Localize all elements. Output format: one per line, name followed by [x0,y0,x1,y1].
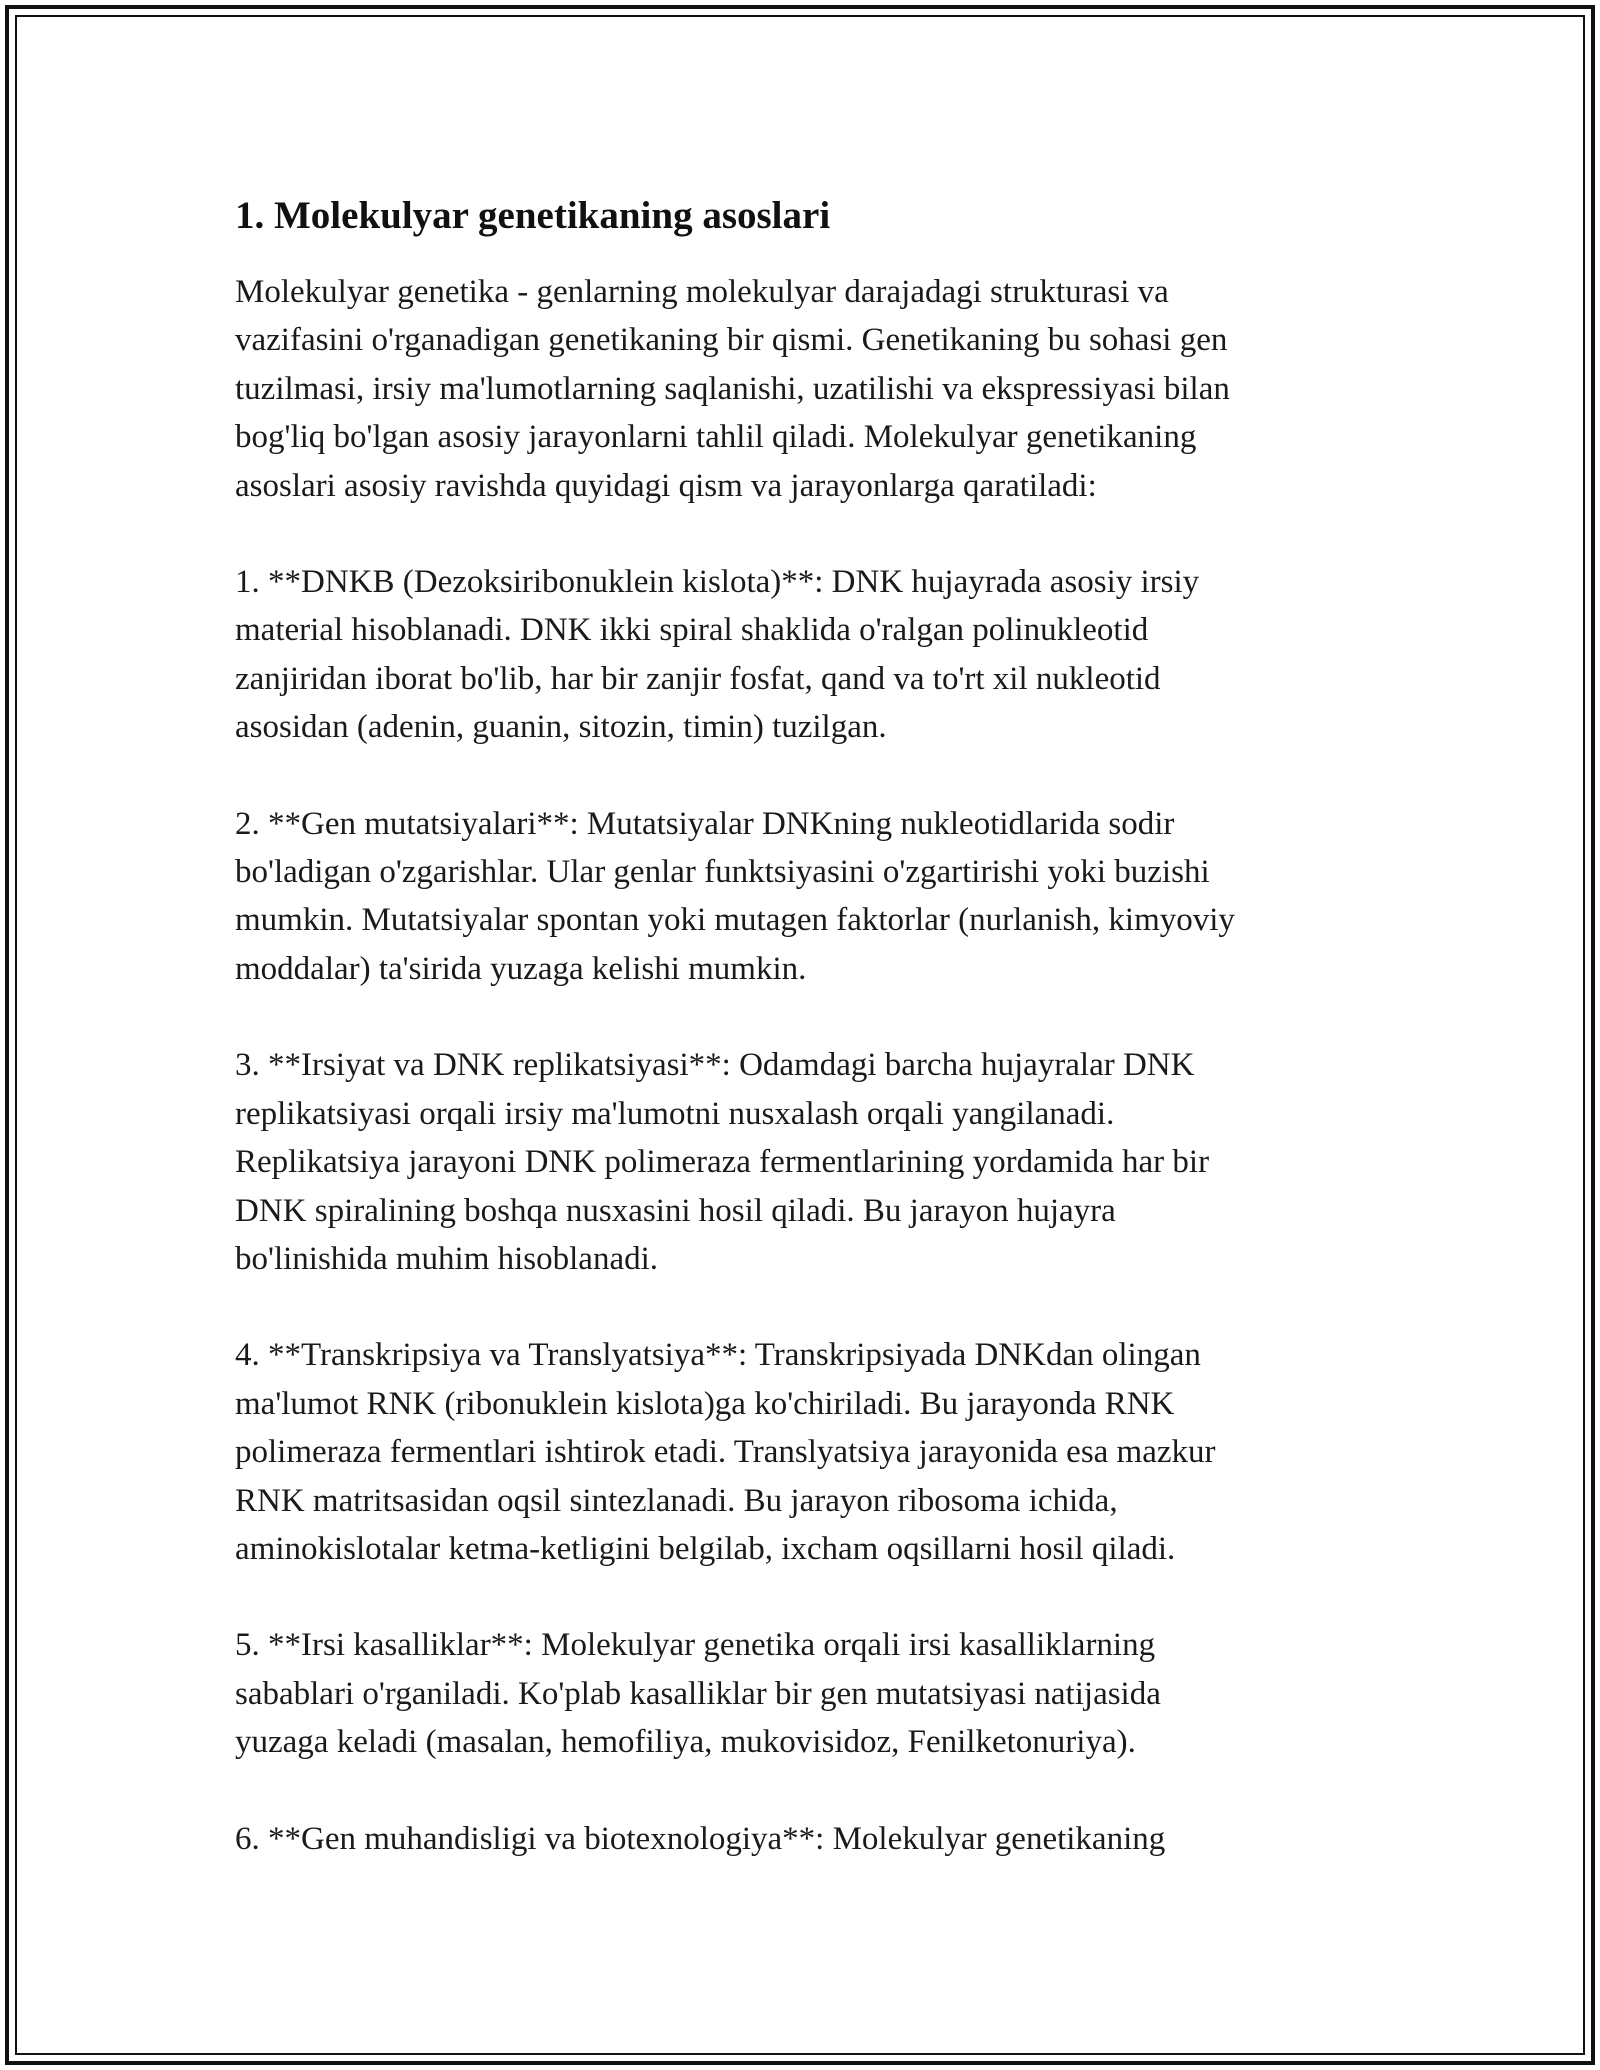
list-item-transkripsiya-translyatsiya: 4. **Transkripsiya va Translyatsiya**: Transkripsiyada DNKdan olingan ma'lumot RNK (ribonuklein kislota)ga ko'chiriladi. Bu jarayonda RNK polimeraza fermentlari ishtirok etadi. Translyatsiya jarayonida esa mazkur RNK matritsasidan oqsil sintezlanadi. Bu jarayon ribosoma ichida, aminokislotalar ketma-ketligini belgilab, ixcham oqsillarni hosil qiladi. [235,1337,1216,1567]
section-title: 1. Molekulyar genetikaning asoslari [235,194,831,237]
list-item-dnk: 1. **DNKB (Dezoksiribonuklein kislota)**: DNK hujayrada asosiy irsiy material hisoblanadi. DNK ikki spiral shaklida o'ralgan polinukleotid zanjiridan iborat bo'lib, har bir zanjir fosfat, qand va to'rt xil nukleotid asosidan (adenin, guanin, sitozin, timin) tuzilgan. [235,564,1200,746]
intro-paragraph: Molekulyar genetika - genlarning molekulyar darajadagi strukturasi va vazifasini o'rganadigan genetikaning bir qismi. Genetikaning bu sohasi gen tuzilmasi, irsiy ma'lumotlarning saqlanishi, uzatilishi va ekspressiyasi bilan bog'liq bo'lgan asosiy jarayonlarni tahlil qiladi. Molekulyar genetikaning asoslari asosiy ravishda quyidagi qism va jarayonlarga qaratiladi: [235,274,1230,504]
document-body [235,190,1355,1911]
list-item-gen-muhandisligi: 6. **Gen muhandisligi va biotexnologiya**: Molekulyar genetikaning [235,1820,1166,1857]
list-item-gen-mutatsiyalari: 2. **Gen mutatsiyalari**: Mutatsiyalar DNKning nukleotidlarida sodir bo'ladigan o'zgarishlar. Ular genlar funktsiyasini o'zgartirishi yoki buzishi mumkin. Mutatsiyalar spontan yoki mutagen faktorlar (nurlanish, kimyoviy moddalar) ta'sirida yuzaga kelishi mumkin. [235,805,1235,987]
list-item-irsi-kasalliklar: 5. **Irsi kasalliklar**: Molekulyar genetika orqali irsi kasalliklarning sabablari o'rganiladi. Ko'plab kasalliklar bir gen mutatsiyasi natijasida yuzaga keladi (masalan, hemofiliya, mukovisidoz, Fenilketonuriya). [235,1627,1161,1761]
list-item-irsiyat-replikatsiya: 3. **Irsiyat va DNK replikatsiyasi**: Odamdagi barcha hujayralar DNK replikatsiyasi orqali irsiy ma'lumotni nusxalash orqali yangilanadi. Replikatsiya jarayoni DNK polimeraza fermentlarining yordamida har bir DNK spiralining boshqa nusxasini hosil qiladi. Bu jarayon hujayra bo'linishida muhim hisoblanadi. [235,1047,1210,1277]
